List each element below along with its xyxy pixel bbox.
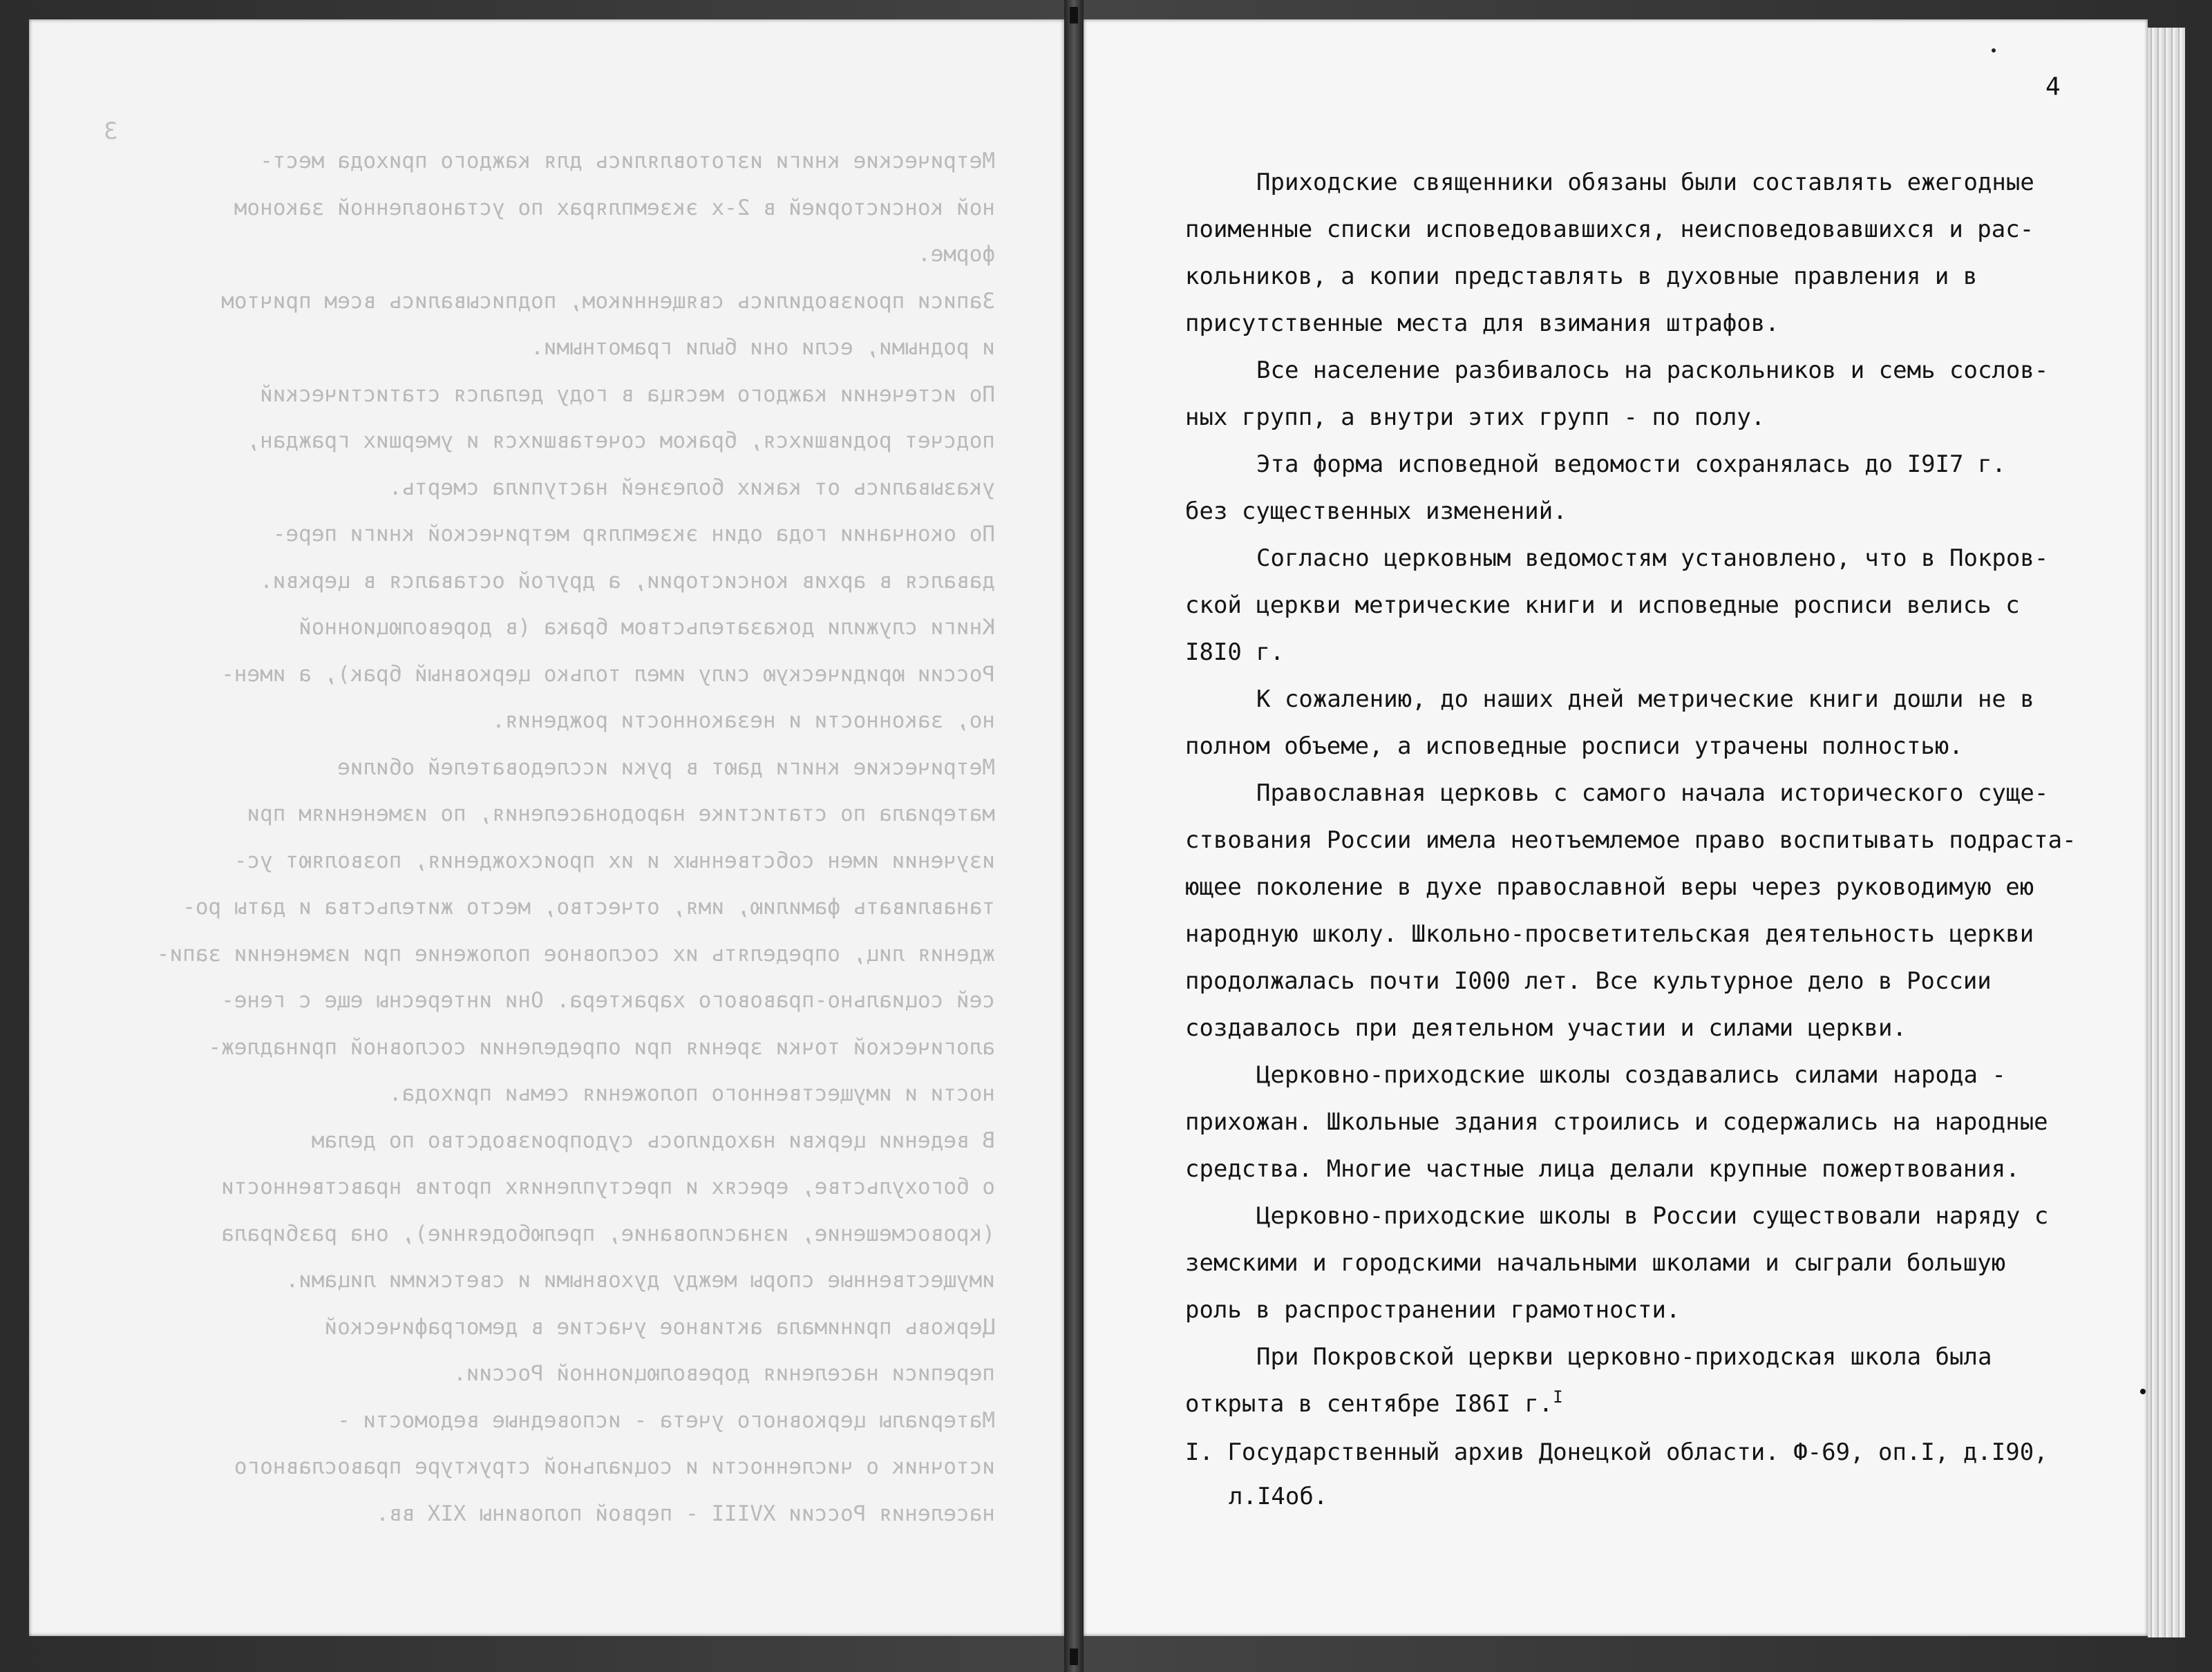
text-line: кольников, а копии представлять в духовные правления и в [1185, 263, 1978, 290]
bleed-line: В ведении церкви находилось судопроизводство по делам [311, 1128, 995, 1153]
text-line: Православная церковь с самого начала исторического суще- [1256, 779, 2049, 807]
page-edges [2148, 28, 2185, 1637]
bleed-line: населения России XVIII - первой половины XIX вв. [376, 1501, 995, 1526]
bleed-line: Материалы церковного учета - исповедные ведомости - [337, 1407, 995, 1433]
text-line: ской церкви метрические книги и исповедные росписи велись с [1185, 591, 2020, 619]
text-line: роль в распространении грамотности. [1185, 1296, 1681, 1324]
bleed-line: подсчет родившихся, браком сочетавшихся и умерших граждан, [247, 428, 995, 453]
text-line: К сожалению, до наших дней метрические книги дошли не в [1256, 685, 2034, 713]
bleed-line: Метрические книги дают в руки исследователей обилие [337, 754, 995, 780]
bleed-line: танавливать фамилию, имя, отчество, место жительства и даты ро- [182, 895, 995, 920]
text-line: народную школу. Школьно-просветительская деятельность церкви [1185, 920, 2034, 948]
text-line: ных групп, а внутри этих групп - по полу. [1185, 403, 1766, 431]
bleed-line: ждения лиц, определять их сословное положение при изменении запи- [156, 941, 995, 967]
spine-mark-bottom [1070, 1649, 1078, 1665]
text-line: поименные списки исповедовавшихся, неисповедовавшихся и рас- [1185, 216, 2034, 243]
bleed-line: имущественные споры между духовными и светскими лицами. [285, 1268, 995, 1293]
text-line: полном объеме, а исповедные росписи утрачены полностью. [1185, 732, 1963, 760]
text-line: прихожан. Школьные здания строились и содержались на народные [1185, 1108, 2048, 1136]
bleed-line: источник о численности и социальной структуре православного [234, 1454, 995, 1479]
left-page-bleed-text [104, 138, 995, 1537]
text-line: земскими и городскими начальными школами и сыграли большую [1185, 1249, 2006, 1277]
bleed-line: алогической точки зрения при определении сословной принадлеж- [208, 1034, 995, 1060]
text-line: средства. Многие частные лица делали крупные пожертвования. [1185, 1155, 2020, 1183]
bleed-line: Церковь принимала активное участие в демографической [324, 1314, 995, 1340]
bleed-line: По истечении каждого месяца в году делался статистический [260, 381, 995, 407]
text-line: Приходские священники обязаны были составлять ежегодные [1256, 169, 2034, 196]
footnote [1185, 1430, 2083, 1519]
bleed-line: давался в архив консистории, а другой оставался в церкви. [260, 568, 995, 593]
bleed-line: По окончании года один экземпляр метрической книги пере- [272, 522, 995, 547]
bleed-line: Записи производились священником, подписывались всем причтом [221, 288, 995, 314]
bleed-line: ной консисторией в 2-х экземплярах по установленной законом [234, 195, 995, 220]
last-line-text: открыта в сентябре I86I г. [1185, 1390, 1553, 1418]
bleed-line: (кровосмешение, изнасилование, прелюбодеяние), она разбирала [221, 1221, 995, 1246]
left-page-number: 3 [104, 117, 118, 145]
bleed-line: Книги служили доказательством брака (в дореволюционной [299, 615, 995, 640]
bleed-line: форме. [918, 242, 995, 267]
text-line: ствования России имела неотъемлемое право воспитывать подраста- [1185, 826, 2077, 854]
footnote-line: л.I4об. [1229, 1483, 1328, 1510]
text-line: создавалось при деятельном участии и силами церкви. [1185, 1014, 1907, 1042]
bleed-line: переписи населения дореволюционной России. [453, 1361, 995, 1386]
bleed-line: Метрические книги изготовлялись для каждого прихода мест- [260, 149, 995, 173]
text-line: без существенных изменений. [1185, 497, 1567, 525]
bleed-line: сей социально-правового характера. Они интересны еще с гене- [221, 988, 995, 1013]
text-line: присутственные места для взимания штрафов. [1185, 310, 1779, 337]
text-line: Эта форма исповедной ведомости сохранялась до I9I7 г. [1256, 450, 2006, 478]
bleed-line: и родными, если они были грамотными. [531, 335, 995, 360]
bleed-line: указывались от каких болезней наступила смерть. [388, 475, 995, 500]
ink-dot [2140, 1389, 2146, 1394]
bleed-line: изучении имен собственных и их происхождения, позволяют ус- [234, 848, 995, 873]
spine-mark-top [1070, 7, 1078, 23]
text-line: I8I0 г. [1185, 638, 1285, 666]
footnote-line: I. Государственный архив Донецкой области. Ф-69, оп.I, д.I90, [1185, 1438, 2048, 1466]
ink-dot [1992, 48, 1996, 53]
page-number: 4 [2045, 73, 2061, 101]
bleed-line: ности и имущественного положения семьи прихода. [388, 1081, 995, 1106]
text-line: Церковно-приходские школы создавались силами народа - [1256, 1061, 2006, 1089]
bleed-line: России юридическую силу имел только церковный брак), а имен- [221, 661, 995, 687]
bleed-line: о богохульстве, ересях и преступлениях против нравственности [221, 1175, 995, 1199]
bleed-line: материала по статистике народонаселения, по изменениям при [247, 801, 995, 826]
bleed-line: но, законности и незаконности рождения. [492, 708, 995, 733]
footnote-marker: I [1553, 1387, 1563, 1407]
text-line: Все население разбивалось на раскольников и семь сослов- [1256, 357, 2049, 384]
book-spine [1064, 0, 1084, 1672]
text-line-last [1185, 1380, 2083, 1427]
text-line: Согласно церковным ведомостям установлено, что в Покров- [1256, 544, 2049, 572]
text-line: При Покровской церкви церковно-приходская школа была [1256, 1343, 1992, 1371]
text-line: Церковно-приходские школы в России существовали наряду с [1256, 1202, 2049, 1230]
text-line: ющее поколение в духе православной веры через руководимую ею [1185, 873, 2034, 901]
body-text [1185, 159, 2083, 1427]
text-line: продолжалась почти I000 лет. Все культурное дело в России [1185, 967, 1992, 995]
